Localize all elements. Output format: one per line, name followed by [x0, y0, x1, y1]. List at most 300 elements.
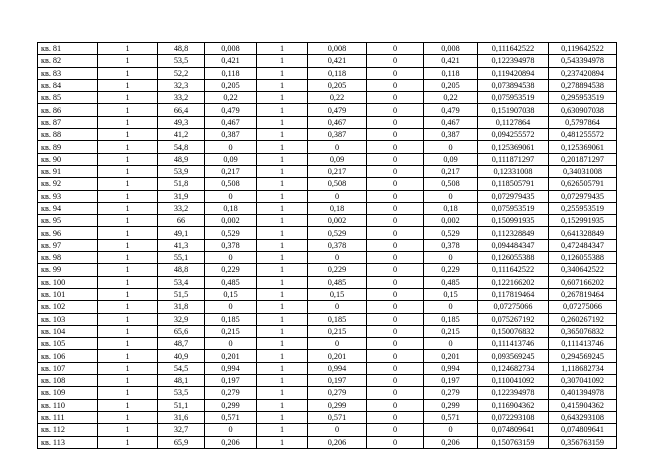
value-a-cell: 0,197 [205, 375, 257, 387]
value-a-cell: 0,008 [205, 43, 257, 55]
zero-cell: 0 [367, 43, 424, 55]
apartment-cell: кв. 97 [38, 239, 98, 251]
zero-cell: 0 [367, 178, 424, 190]
coef-cell: 1 [257, 92, 308, 104]
count-cell: 1 [98, 239, 158, 251]
count-cell: 1 [98, 313, 158, 325]
value-b-cell: 0 [308, 424, 367, 436]
coef-cell: 1 [257, 239, 308, 251]
value-b-cell: 0,378 [308, 239, 367, 251]
value-a-cell: 0,571 [205, 411, 257, 423]
table-row [38, 362, 617, 374]
zero-cell: 0 [367, 165, 424, 177]
coef-cell: 1 [257, 399, 308, 411]
area-cell: 32,3 [158, 79, 205, 91]
table-row [38, 399, 617, 411]
value-c-cell: 0,002 [424, 215, 478, 227]
value-c-cell: 0,994 [424, 362, 478, 374]
zero-cell: 0 [367, 67, 424, 79]
value-c-cell: 0 [424, 338, 478, 350]
value-c-cell: 0,387 [424, 129, 478, 141]
count-cell: 1 [98, 202, 158, 214]
table-row [38, 325, 617, 337]
total-cell: 0,111413746 [549, 338, 617, 350]
value-c-cell: 0,421 [424, 55, 478, 67]
value-c-cell: 0,529 [424, 227, 478, 239]
table-row [38, 104, 617, 116]
coef-cell: 1 [257, 79, 308, 91]
zero-cell: 0 [367, 202, 424, 214]
value-b-cell: 0,197 [308, 375, 367, 387]
zero-cell: 0 [367, 288, 424, 300]
value-a-cell: 0,118 [205, 67, 257, 79]
table-row [38, 436, 617, 448]
table-row [38, 55, 617, 67]
apartment-cell: кв. 98 [38, 252, 98, 264]
area-cell: 55,1 [158, 252, 205, 264]
table-row [38, 67, 617, 79]
value-b-cell: 0,201 [308, 350, 367, 362]
value-c-cell: 0,571 [424, 411, 478, 423]
area-cell: 66,4 [158, 104, 205, 116]
area-cell: 51,5 [158, 288, 205, 300]
table-row [38, 276, 617, 288]
value-a-cell: 0 [205, 141, 257, 153]
count-cell: 1 [98, 79, 158, 91]
value-c-cell: 0,479 [424, 104, 478, 116]
apartment-cell: кв. 93 [38, 190, 98, 202]
count-cell: 1 [98, 227, 158, 239]
coef-cell: 1 [257, 116, 308, 128]
value-a-cell: 0,206 [205, 436, 257, 448]
area-cell: 31,6 [158, 411, 205, 423]
share-cell: 0,112328849 [478, 227, 549, 239]
count-cell: 1 [98, 141, 158, 153]
value-b-cell: 0,279 [308, 387, 367, 399]
share-cell: 0,075953519 [478, 202, 549, 214]
zero-cell: 0 [367, 301, 424, 313]
total-cell: 0,119642522 [549, 43, 617, 55]
value-c-cell: 0,279 [424, 387, 478, 399]
value-a-cell: 0,002 [205, 215, 257, 227]
share-cell: 0,126055388 [478, 252, 549, 264]
share-cell: 0,122394978 [478, 55, 549, 67]
count-cell: 1 [98, 350, 158, 362]
count-cell: 1 [98, 165, 158, 177]
table-row [38, 239, 617, 251]
table-row [38, 190, 617, 202]
value-a-cell: 0 [205, 338, 257, 350]
area-cell: 54,5 [158, 362, 205, 374]
area-cell: 32,9 [158, 313, 205, 325]
share-cell: 0,1127864 [478, 116, 549, 128]
share-cell: 0,094484347 [478, 239, 549, 251]
table-row [38, 375, 617, 387]
zero-cell: 0 [367, 387, 424, 399]
value-a-cell: 0,201 [205, 350, 257, 362]
value-c-cell: 0,008 [424, 43, 478, 55]
apartment-cell: кв. 103 [38, 313, 98, 325]
value-a-cell: 0,299 [205, 399, 257, 411]
value-a-cell: 0 [205, 252, 257, 264]
total-cell: 0,072979435 [549, 190, 617, 202]
coef-cell: 1 [257, 165, 308, 177]
coef-cell: 1 [257, 104, 308, 116]
coef-cell: 1 [257, 276, 308, 288]
zero-cell: 0 [367, 375, 424, 387]
value-b-cell: 0,15 [308, 288, 367, 300]
apartment-cell: кв. 85 [38, 92, 98, 104]
apartment-cell: кв. 105 [38, 338, 98, 350]
coef-cell: 1 [257, 252, 308, 264]
zero-cell: 0 [367, 190, 424, 202]
coef-cell: 1 [257, 387, 308, 399]
value-a-cell: 0,994 [205, 362, 257, 374]
zero-cell: 0 [367, 92, 424, 104]
table-row [38, 165, 617, 177]
table-row [38, 202, 617, 214]
zero-cell: 0 [367, 264, 424, 276]
area-cell: 40,9 [158, 350, 205, 362]
value-c-cell: 0 [424, 252, 478, 264]
count-cell: 1 [98, 92, 158, 104]
value-c-cell: 0,206 [424, 436, 478, 448]
count-cell: 1 [98, 129, 158, 141]
apartment-cell: кв. 106 [38, 350, 98, 362]
total-cell: 0,472484347 [549, 239, 617, 251]
share-cell: 0,111413746 [478, 338, 549, 350]
coef-cell: 1 [257, 43, 308, 55]
value-c-cell: 0,508 [424, 178, 478, 190]
value-a-cell: 0,18 [205, 202, 257, 214]
value-b-cell: 0,002 [308, 215, 367, 227]
total-cell: 0,126055388 [549, 252, 617, 264]
zero-cell: 0 [367, 436, 424, 448]
apartment-cell: кв. 86 [38, 104, 98, 116]
share-cell: 0,150991935 [478, 215, 549, 227]
area-cell: 41,3 [158, 239, 205, 251]
area-cell: 53,5 [158, 55, 205, 67]
apartment-cell: кв. 94 [38, 202, 98, 214]
area-cell: 54,8 [158, 141, 205, 153]
coef-cell: 1 [257, 338, 308, 350]
apartment-cell: кв. 109 [38, 387, 98, 399]
apartment-cell: кв. 96 [38, 227, 98, 239]
value-a-cell: 0 [205, 301, 257, 313]
value-b-cell: 0,467 [308, 116, 367, 128]
zero-cell: 0 [367, 215, 424, 227]
value-c-cell: 0,467 [424, 116, 478, 128]
value-a-cell: 0,279 [205, 387, 257, 399]
coef-cell: 1 [257, 227, 308, 239]
value-b-cell: 0,994 [308, 362, 367, 374]
apartment-cell: кв. 102 [38, 301, 98, 313]
apartment-cell: кв. 108 [38, 375, 98, 387]
share-cell: 0,150076832 [478, 325, 549, 337]
area-cell: 31,8 [158, 301, 205, 313]
value-b-cell: 0 [308, 252, 367, 264]
share-cell: 0,072979435 [478, 190, 549, 202]
value-a-cell: 0,229 [205, 264, 257, 276]
value-b-cell: 0,206 [308, 436, 367, 448]
value-c-cell: 0,299 [424, 399, 478, 411]
share-cell: 0,118505791 [478, 178, 549, 190]
value-c-cell: 0 [424, 190, 478, 202]
total-cell: 0,201871297 [549, 153, 617, 165]
apartment-cell: кв. 90 [38, 153, 98, 165]
total-cell: 0,630907038 [549, 104, 617, 116]
value-a-cell: 0,22 [205, 92, 257, 104]
count-cell: 1 [98, 276, 158, 288]
value-b-cell: 0 [308, 338, 367, 350]
table-row [38, 227, 617, 239]
share-cell: 0,094255572 [478, 129, 549, 141]
table-row [38, 288, 617, 300]
value-c-cell: 0,217 [424, 165, 478, 177]
table-row [38, 153, 617, 165]
value-a-cell: 0 [205, 190, 257, 202]
area-cell: 65,6 [158, 325, 205, 337]
value-b-cell: 0 [308, 190, 367, 202]
table-row [38, 92, 617, 104]
value-a-cell: 0,09 [205, 153, 257, 165]
value-a-cell: 0,387 [205, 129, 257, 141]
area-cell: 31,9 [158, 190, 205, 202]
apartment-cell: кв. 107 [38, 362, 98, 374]
value-b-cell: 0,229 [308, 264, 367, 276]
zero-cell: 0 [367, 227, 424, 239]
apartment-cell: кв. 84 [38, 79, 98, 91]
value-b-cell: 0,485 [308, 276, 367, 288]
table-row [38, 387, 617, 399]
coef-cell: 1 [257, 375, 308, 387]
value-b-cell: 0,421 [308, 55, 367, 67]
total-cell: 0,152991935 [549, 215, 617, 227]
value-b-cell: 0,479 [308, 104, 367, 116]
value-b-cell: 0,22 [308, 92, 367, 104]
value-b-cell: 0,529 [308, 227, 367, 239]
share-cell: 0,073894538 [478, 79, 549, 91]
apartment-data-table [37, 42, 617, 449]
zero-cell: 0 [367, 55, 424, 67]
area-cell: 51,1 [158, 399, 205, 411]
zero-cell: 0 [367, 325, 424, 337]
value-b-cell: 0,217 [308, 165, 367, 177]
value-b-cell: 0,299 [308, 399, 367, 411]
count-cell: 1 [98, 190, 158, 202]
zero-cell: 0 [367, 239, 424, 251]
coef-cell: 1 [257, 129, 308, 141]
value-c-cell: 0,18 [424, 202, 478, 214]
value-c-cell: 0,201 [424, 350, 478, 362]
total-cell: 0,260267192 [549, 313, 617, 325]
zero-cell: 0 [367, 313, 424, 325]
area-cell: 48,8 [158, 43, 205, 55]
count-cell: 1 [98, 399, 158, 411]
total-cell: 1,118682734 [549, 362, 617, 374]
value-a-cell: 0,529 [205, 227, 257, 239]
value-b-cell: 0 [308, 301, 367, 313]
zero-cell: 0 [367, 141, 424, 153]
table-row [38, 252, 617, 264]
total-cell: 0,626505791 [549, 178, 617, 190]
total-cell: 0,267819464 [549, 288, 617, 300]
zero-cell: 0 [367, 399, 424, 411]
coef-cell: 1 [257, 141, 308, 153]
total-cell: 0,295953519 [549, 92, 617, 104]
share-cell: 0,110041092 [478, 375, 549, 387]
total-cell: 0,401394978 [549, 387, 617, 399]
total-cell: 0,481255572 [549, 129, 617, 141]
data-table-container [37, 42, 617, 449]
area-cell: 41,2 [158, 129, 205, 141]
count-cell: 1 [98, 362, 158, 374]
value-a-cell: 0,479 [205, 104, 257, 116]
apartment-cell: кв. 113 [38, 436, 98, 448]
zero-cell: 0 [367, 153, 424, 165]
value-b-cell: 0,18 [308, 202, 367, 214]
table-row [38, 43, 617, 55]
area-cell: 48,8 [158, 264, 205, 276]
value-b-cell: 0,215 [308, 325, 367, 337]
value-b-cell: 0,118 [308, 67, 367, 79]
area-cell: 33,2 [158, 92, 205, 104]
area-cell: 49,1 [158, 227, 205, 239]
total-cell: 0,340642522 [549, 264, 617, 276]
area-cell: 53,9 [158, 165, 205, 177]
value-a-cell: 0,467 [205, 116, 257, 128]
total-cell: 0,278894538 [549, 79, 617, 91]
value-c-cell: 0,22 [424, 92, 478, 104]
apartment-cell: кв. 82 [38, 55, 98, 67]
area-cell: 53,4 [158, 276, 205, 288]
share-cell: 0,122394978 [478, 387, 549, 399]
share-cell: 0,119420894 [478, 67, 549, 79]
zero-cell: 0 [367, 424, 424, 436]
count-cell: 1 [98, 104, 158, 116]
value-c-cell: 0,09 [424, 153, 478, 165]
share-cell: 0,151907038 [478, 104, 549, 116]
value-c-cell: 0,215 [424, 325, 478, 337]
total-cell: 0,074809641 [549, 424, 617, 436]
apartment-cell: кв. 88 [38, 129, 98, 141]
value-c-cell: 0 [424, 301, 478, 313]
apartment-cell: кв. 99 [38, 264, 98, 276]
value-c-cell: 0,197 [424, 375, 478, 387]
coef-cell: 1 [257, 362, 308, 374]
table-row [38, 116, 617, 128]
coef-cell: 1 [257, 215, 308, 227]
value-c-cell: 0 [424, 424, 478, 436]
coef-cell: 1 [257, 288, 308, 300]
value-a-cell: 0 [205, 424, 257, 436]
area-cell: 51,8 [158, 178, 205, 190]
count-cell: 1 [98, 43, 158, 55]
coef-cell: 1 [257, 350, 308, 362]
area-cell: 48,7 [158, 338, 205, 350]
table-row [38, 178, 617, 190]
count-cell: 1 [98, 301, 158, 313]
area-cell: 33,2 [158, 202, 205, 214]
zero-cell: 0 [367, 362, 424, 374]
value-a-cell: 0,185 [205, 313, 257, 325]
zero-cell: 0 [367, 411, 424, 423]
apartment-cell: кв. 110 [38, 399, 98, 411]
value-b-cell: 0,205 [308, 79, 367, 91]
total-cell: 0,294569245 [549, 350, 617, 362]
table-row [38, 264, 617, 276]
apartment-cell: кв. 112 [38, 424, 98, 436]
apartment-cell: кв. 104 [38, 325, 98, 337]
value-b-cell: 0,571 [308, 411, 367, 423]
zero-cell: 0 [367, 338, 424, 350]
share-cell: 0,111871297 [478, 153, 549, 165]
share-cell: 0,150763159 [478, 436, 549, 448]
table-row [38, 338, 617, 350]
coef-cell: 1 [257, 424, 308, 436]
area-cell: 32,7 [158, 424, 205, 436]
value-a-cell: 0,215 [205, 325, 257, 337]
total-cell: 0,307041092 [549, 375, 617, 387]
share-cell: 0,074809641 [478, 424, 549, 436]
coef-cell: 1 [257, 264, 308, 276]
apartment-cell: кв. 81 [38, 43, 98, 55]
total-cell: 0,237420894 [549, 67, 617, 79]
count-cell: 1 [98, 375, 158, 387]
value-c-cell: 0,185 [424, 313, 478, 325]
count-cell: 1 [98, 252, 158, 264]
value-b-cell: 0,508 [308, 178, 367, 190]
area-cell: 49,3 [158, 116, 205, 128]
area-cell: 52,2 [158, 67, 205, 79]
table-row [38, 350, 617, 362]
apartment-cell: кв. 89 [38, 141, 98, 153]
count-cell: 1 [98, 67, 158, 79]
coef-cell: 1 [257, 313, 308, 325]
value-b-cell: 0,09 [308, 153, 367, 165]
area-cell: 66 [158, 215, 205, 227]
area-cell: 65,9 [158, 436, 205, 448]
coef-cell: 1 [257, 436, 308, 448]
coef-cell: 1 [257, 301, 308, 313]
value-c-cell: 0,485 [424, 276, 478, 288]
value-a-cell: 0,378 [205, 239, 257, 251]
value-c-cell: 0,378 [424, 239, 478, 251]
table-row [38, 129, 617, 141]
value-a-cell: 0,217 [205, 165, 257, 177]
count-cell: 1 [98, 411, 158, 423]
apartment-cell: кв. 100 [38, 276, 98, 288]
share-cell: 0,093569245 [478, 350, 549, 362]
count-cell: 1 [98, 424, 158, 436]
area-cell: 48,1 [158, 375, 205, 387]
count-cell: 1 [98, 116, 158, 128]
coef-cell: 1 [257, 411, 308, 423]
apartment-cell: кв. 87 [38, 116, 98, 128]
share-cell: 0,125369061 [478, 141, 549, 153]
count-cell: 1 [98, 338, 158, 350]
share-cell: 0,124682734 [478, 362, 549, 374]
count-cell: 1 [98, 387, 158, 399]
coef-cell: 1 [257, 190, 308, 202]
total-cell: 0,607166202 [549, 276, 617, 288]
share-cell: 0,117819464 [478, 288, 549, 300]
value-a-cell: 0,15 [205, 288, 257, 300]
share-cell: 0,075267192 [478, 313, 549, 325]
value-a-cell: 0,508 [205, 178, 257, 190]
apartment-cell: кв. 111 [38, 411, 98, 423]
value-c-cell: 0,15 [424, 288, 478, 300]
